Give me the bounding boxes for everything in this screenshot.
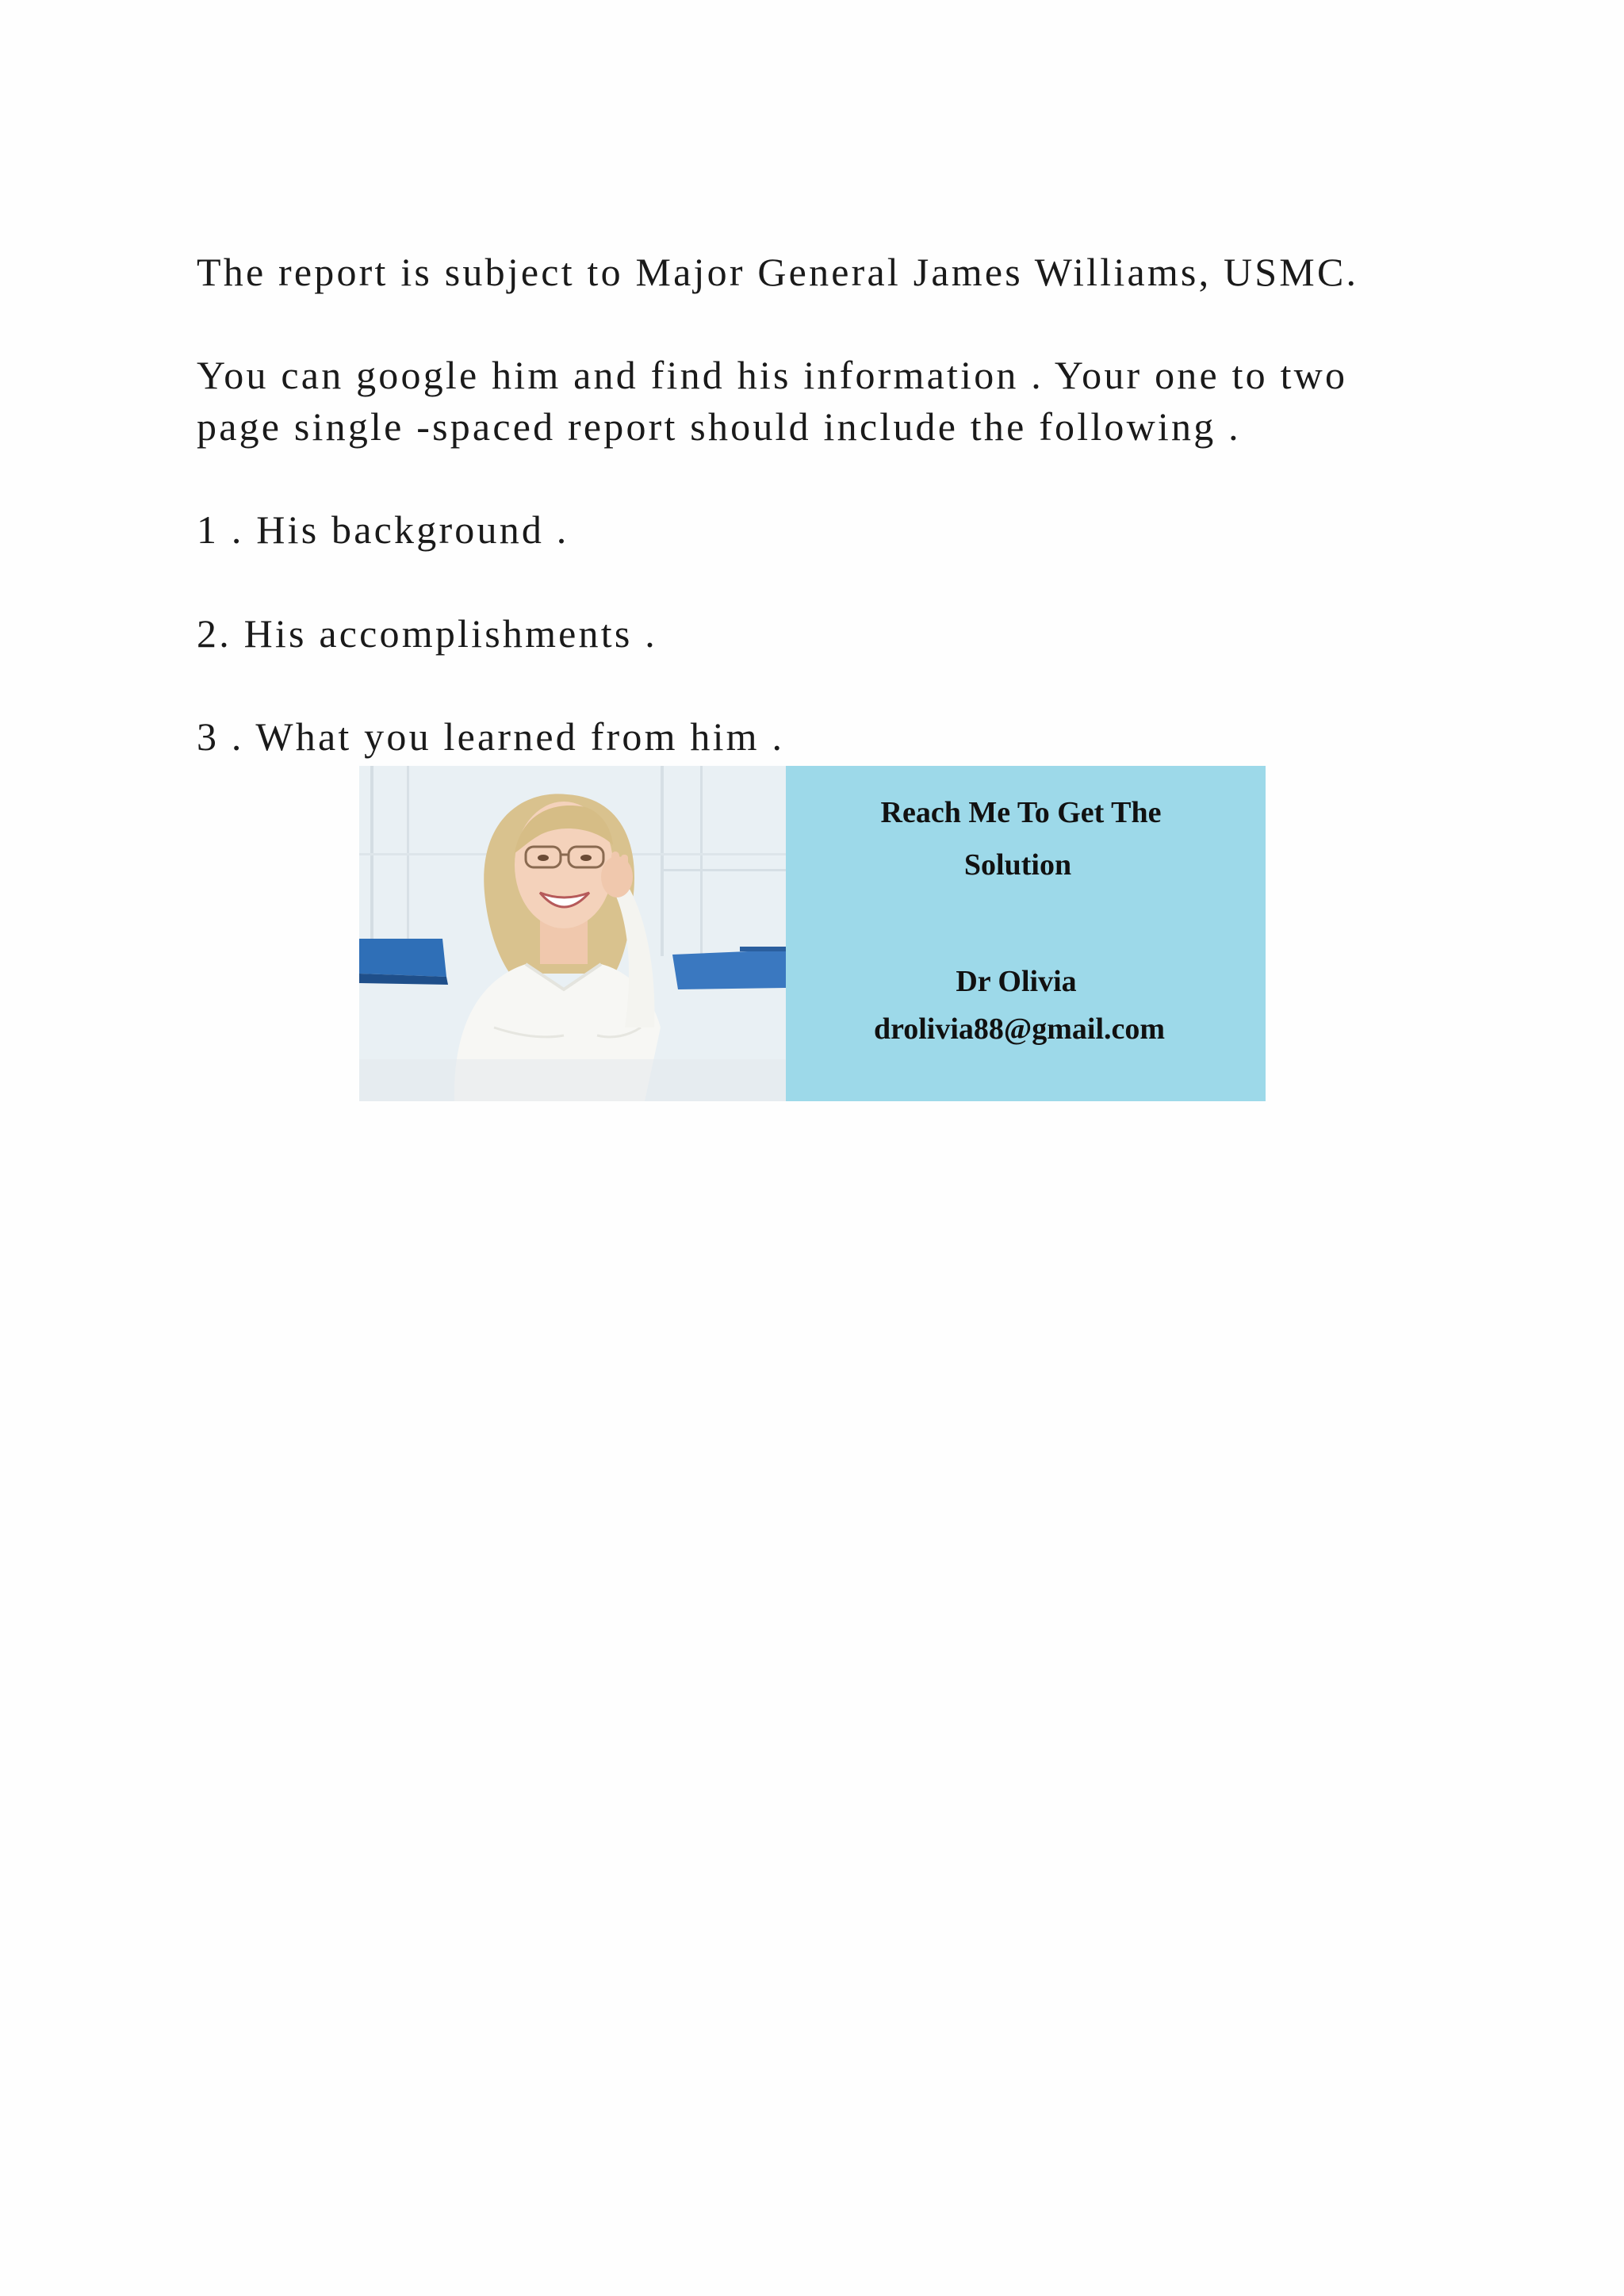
list-item-background: 1 . His background .	[197, 507, 569, 552]
contact-name: Dr Olivia	[956, 965, 1077, 998]
contact-panel	[786, 766, 1266, 1101]
list-item-accomplishments: 2. His accomplishments .	[197, 611, 657, 656]
contact-email[interactable]: drolivia88@gmail.com	[873, 1012, 1166, 1046]
woman-photo	[359, 766, 786, 1101]
intro-sentence: The report is subject to Major General James Williams, USMC.	[197, 250, 1359, 294]
instructions-line-1: You can google him and find his information . Your one to two	[197, 353, 1348, 397]
contact-banner	[359, 766, 1266, 1101]
list-item-learned: 3 . What you learned from him .	[197, 714, 785, 759]
instructions-line-2: page single -spaced report should include the following .	[197, 404, 1241, 449]
banner-heading-line-1: Reach Me To Get The	[880, 796, 1162, 829]
banner-heading-line-2: Solution	[963, 848, 1072, 882]
